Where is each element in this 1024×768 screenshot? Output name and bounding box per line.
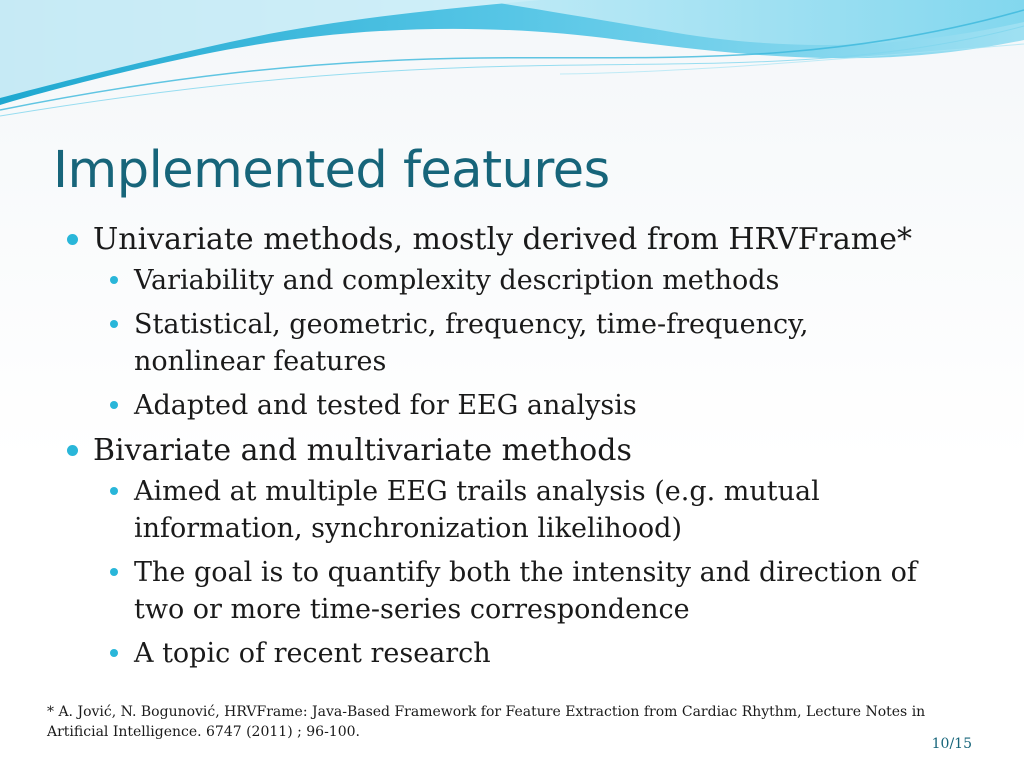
- sub-bullet-item: [105, 635, 934, 672]
- sub-bullet-text: Aimed at multiple EEG trails analysis (e.g. mutual information, synchronization likelihood): [134, 476, 820, 544]
- sub-bullet-item: [105, 554, 934, 628]
- bullet-text: Bivariate and multivariate methods: [93, 433, 632, 468]
- page-number: 10/15: [931, 736, 972, 752]
- sub-bullet-dot-icon: [110, 401, 118, 409]
- sub-bullet-item: [105, 387, 934, 424]
- sub-bullet-text: The goal is to quantify both the intensity and direction of two or more time-series correspondence: [134, 557, 917, 625]
- sub-bullet-item: [105, 262, 934, 299]
- slide-title: Implemented features: [53, 141, 610, 200]
- sub-bullet-text: Adapted and tested for EEG analysis: [134, 390, 637, 421]
- bullet-item: [64, 220, 964, 260]
- sub-bullet-list: [64, 473, 964, 672]
- sub-bullet-item: [105, 473, 934, 547]
- sub-bullet-list: [64, 262, 964, 424]
- sub-bullet-dot-icon: [110, 568, 118, 576]
- sub-bullet-dot-icon: [110, 276, 118, 284]
- sub-bullet-dot-icon: [110, 487, 118, 495]
- header-wave-decoration: [0, 0, 1024, 120]
- footnote-reference: * A. Jović, N. Bogunović, HRVFrame: Java-Based Framework for Feature Extraction from Cardiac Rhythm, Lecture Notes in Artificial Intelligence. 6747 (2011) ; 96-100.: [47, 704, 926, 740]
- sub-bullet-item: [105, 306, 934, 380]
- bullet-item: [64, 431, 964, 471]
- bullet-list: [64, 220, 964, 679]
- bullet-dot-icon: [67, 234, 78, 245]
- sub-bullet-dot-icon: [110, 320, 118, 328]
- bullet-dot-icon: [67, 445, 78, 456]
- sub-bullet-text: Statistical, geometric, frequency, time-frequency, nonlinear features: [134, 309, 809, 377]
- sub-bullet-text: A topic of recent research: [134, 638, 491, 669]
- sub-bullet-text: Variability and complexity description methods: [134, 265, 780, 296]
- sub-bullet-dot-icon: [110, 649, 118, 657]
- bullet-text: Univariate methods, mostly derived from HRVFrame*: [93, 222, 912, 257]
